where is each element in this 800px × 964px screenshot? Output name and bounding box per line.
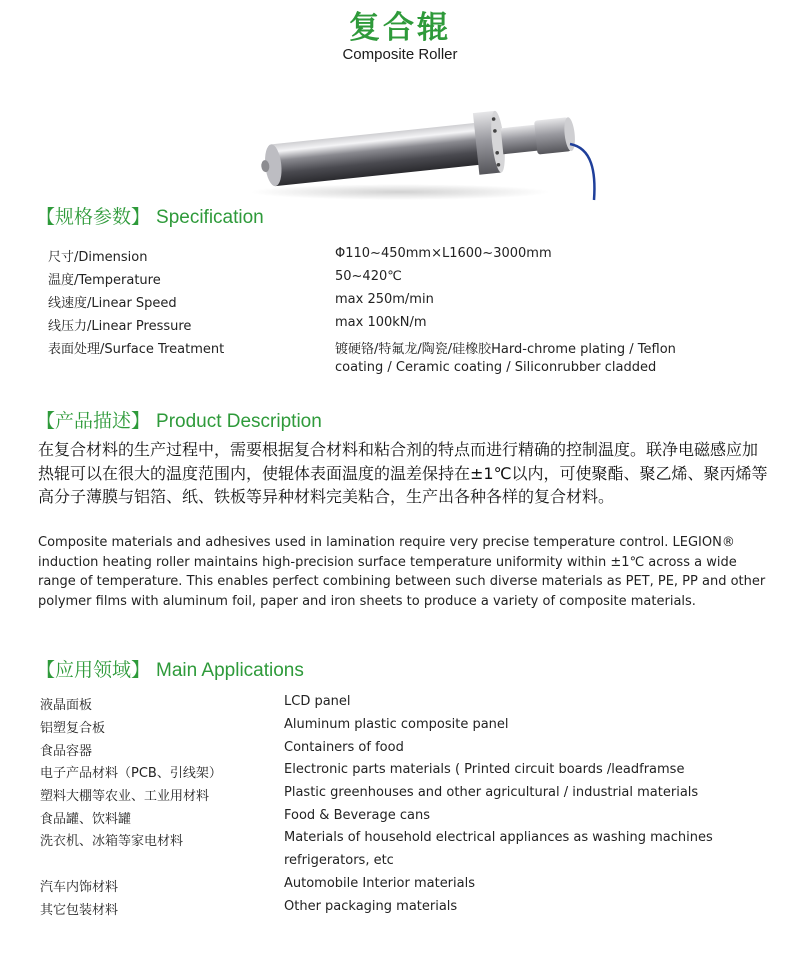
application-en: Aluminum plastic composite panel — [284, 717, 509, 732]
spec-value: max 250m/min — [335, 292, 434, 307]
description-text-en: Composite materials and adhesives used in lamination require very precise temperature control. LEGION® induction heating roller maintains high-precision surface temperature uniformity within ±1℃ across a wide range of temperature. This enables perfect combining between such diverse materials as PET, PE, PP and other polymer films with aluminum foil, paper and iron sheets to produce a variety of composite materials. — [38, 535, 766, 609]
spec-label: 温度/Temperature — [48, 273, 161, 288]
spec-label: 线压力/Linear Pressure — [48, 319, 192, 334]
application-cn: 液晶面板 — [40, 698, 93, 713]
page-title-en: Composite Roller — [342, 46, 458, 63]
page-title-cn: 复合辊 — [349, 10, 451, 46]
spec-value: 50~420℃ — [335, 269, 402, 284]
application-en: LCD panel — [284, 694, 351, 709]
application-en: Electronic parts materials ( Printed circuit boards /leadframse — [284, 762, 685, 777]
spec-value: 镀硬铬/特氟龙/陶瓷/硅橡胶Hard-chrome plating / Teflon — [335, 342, 676, 357]
application-cn: 其它包装材料 — [40, 903, 119, 918]
application-en: Automobile Interior materials — [284, 876, 475, 891]
composite-roller-image — [240, 92, 610, 204]
application-cn: 汽车内饰材料 — [40, 880, 119, 895]
spec-value-continued: coating / Ceramic coating / Siliconrubber cladded — [335, 360, 657, 375]
application-cn: 洗衣机、冰箱等家电材料 — [40, 834, 184, 849]
specification-heading-en: Specification — [156, 207, 264, 228]
applications-heading — [36, 655, 304, 682]
application-en: Plastic greenhouses and other agricultural / industrial materials — [284, 785, 699, 800]
description-heading — [36, 406, 322, 433]
application-cn: 铝塑复合板 — [40, 721, 106, 736]
applications-heading-en: Main Applications — [156, 660, 304, 681]
spec-value: Φ110~450mm×L1600~3000mm — [335, 246, 552, 261]
specification-heading-cn: 【规格参数】 — [36, 206, 151, 228]
application-en: Materials of household electrical appliances as washing machines — [284, 830, 713, 845]
applications-heading-cn: 【应用领域】 — [36, 659, 151, 681]
roller-body — [266, 123, 482, 187]
specification-heading — [36, 202, 264, 229]
application-en-continued: refrigerators, etc — [284, 853, 394, 868]
application-cn: 食品容器 — [40, 744, 93, 759]
application-cn: 塑料大棚等农业、工业用材料 — [40, 789, 210, 804]
spec-label: 尺寸/Dimension — [48, 250, 148, 265]
application-en: Other packaging materials — [284, 899, 458, 914]
roller-shadow — [250, 184, 550, 200]
spec-label: 线速度/Linear Speed — [48, 296, 177, 311]
description-text-cn: 在复合材料的生产过程中，需要根据复合材料和粘合剂的特点而进行精确的控制温度。联净电磁感应加热辊可以在很大的温度范围内，使辊体表面温度的温差保持在±1℃以内，可使聚酯、聚乙烯、聚丙烯等高分子薄膜与铝箔、纸、铁板等异种材料完美粘合，生产出各种各样的复合材料。 — [38, 440, 768, 506]
description-heading-cn: 【产品描述】 — [36, 410, 151, 432]
application-cn: 食品罐、饮料罐 — [40, 812, 132, 827]
application-en: Containers of food — [284, 740, 404, 755]
spec-value: max 100kN/m — [335, 315, 427, 330]
application-en: Food & Beverage cans — [284, 808, 431, 823]
spec-label: 表面处理/Surface Treatment — [48, 342, 225, 357]
application-cn: 电子产品材料（PCB、引线架） — [40, 766, 222, 781]
description-heading-en: Product Description — [156, 411, 322, 432]
roller-cable — [570, 144, 594, 200]
